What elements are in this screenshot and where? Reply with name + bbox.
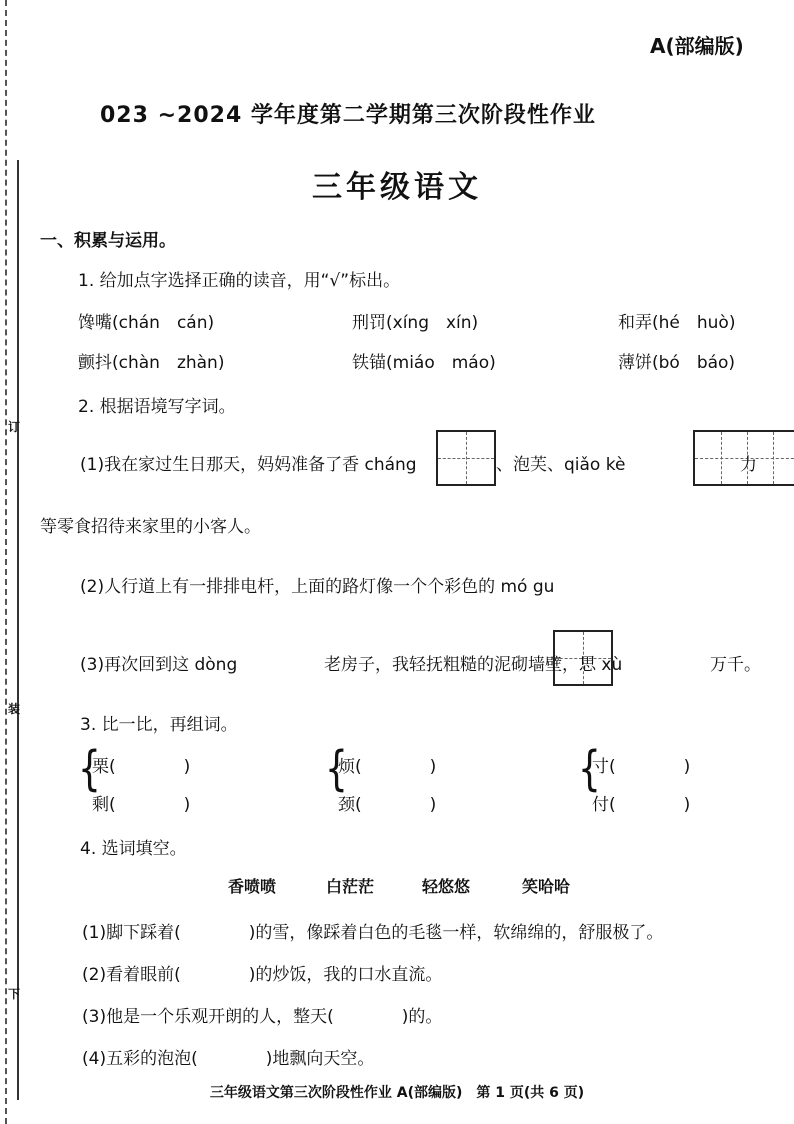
q2-s1-text: (1)我在家过生日那天，妈妈准备了香 cháng bbox=[80, 455, 417, 475]
word-bank-item: 白茫茫 bbox=[326, 877, 375, 896]
q3-item[interactable]: 付( ) bbox=[592, 795, 691, 815]
q2-s2-text: (2)人行道上有一排排电杆，上面的路灯像一个个彩色的 mó gu bbox=[80, 577, 555, 597]
section-heading: 一、积累与运用。 bbox=[40, 231, 176, 251]
q2-s3-text: 老房子，我轻抚粗糙的泥砌墙壁，思 xù bbox=[324, 655, 623, 675]
binding-label-ding: 订 bbox=[8, 420, 21, 434]
q4-sentence[interactable]: (3)他是一个乐观开朗的人，整天( )的。 bbox=[82, 1007, 443, 1027]
q2-s3-text: 万千。 bbox=[710, 655, 761, 675]
brace-icon: { bbox=[78, 742, 101, 796]
q3-item[interactable]: 烦( ) bbox=[338, 757, 437, 777]
q3-item[interactable]: 颈( ) bbox=[338, 795, 437, 815]
q2-s3-text: (3)再次回到这 dòng bbox=[80, 655, 238, 675]
q1-item[interactable]: 铁锚(miáo máo) bbox=[352, 353, 496, 373]
q2-s1-text: 、泡芙、qiǎo kè bbox=[496, 455, 626, 475]
binding-solid-line bbox=[17, 160, 20, 1100]
q2-s1-text: 力 bbox=[740, 455, 757, 475]
binding-label-xia: 下 bbox=[8, 987, 21, 1001]
page-title: 023 ~2024 学年度第二学期第三次阶段性作业 bbox=[100, 103, 596, 128]
subject-title: 三年级语文 bbox=[312, 170, 482, 205]
q4-sentence[interactable]: (2)看着眼前( )的炒饭，我的口水直流。 bbox=[82, 965, 443, 985]
q1-item[interactable]: 馋嘴(chán cán) bbox=[78, 313, 215, 333]
q1-item[interactable]: 颤抖(chàn zhàn) bbox=[78, 353, 225, 373]
word-bank-item: 轻悠悠 bbox=[422, 877, 471, 896]
q2-prompt: 2. 根据语境写字词。 bbox=[78, 397, 236, 417]
word-bank-item: 香喷喷 bbox=[228, 877, 277, 896]
q3-prompt: 3. 比一比，再组词。 bbox=[80, 715, 238, 735]
q3-item[interactable]: 剩( ) bbox=[92, 795, 191, 815]
q2-s1-text: 等零食招待来家里的小客人。 bbox=[40, 517, 261, 537]
q4-sentence[interactable]: (1)脚下踩着( )的雪，像踩着白色的毛毯一样，软绵绵的，舒服极了。 bbox=[82, 923, 664, 943]
q4-sentence[interactable]: (4)五彩的泡泡( )地飘向天空。 bbox=[82, 1049, 375, 1069]
binding-label-zhuang: 装 bbox=[8, 702, 21, 716]
q3-item[interactable]: 栗( ) bbox=[92, 757, 191, 777]
version-label: A(部编版) bbox=[650, 34, 744, 58]
word-bank-item: 笑哈哈 bbox=[522, 877, 571, 896]
brace-icon: { bbox=[325, 742, 348, 796]
q1-item[interactable]: 和弄(hé huò) bbox=[618, 313, 736, 333]
answer-grid-2char[interactable] bbox=[436, 430, 496, 486]
q3-item[interactable]: 寸( ) bbox=[592, 757, 691, 777]
q4-prompt: 4. 选词填空。 bbox=[80, 839, 187, 859]
q1-item[interactable]: 薄饼(bó báo) bbox=[618, 353, 736, 373]
page-footer: 三年级语文第三次阶段性作业 A(部编版) 第 1 页(共 6 页) bbox=[209, 1085, 585, 1101]
q1-item[interactable]: 刑罚(xíng xín) bbox=[352, 313, 479, 333]
q1-prompt: 1. 给加点字选择正确的读音，用“√”标出。 bbox=[78, 271, 401, 291]
brace-icon: { bbox=[578, 742, 601, 796]
